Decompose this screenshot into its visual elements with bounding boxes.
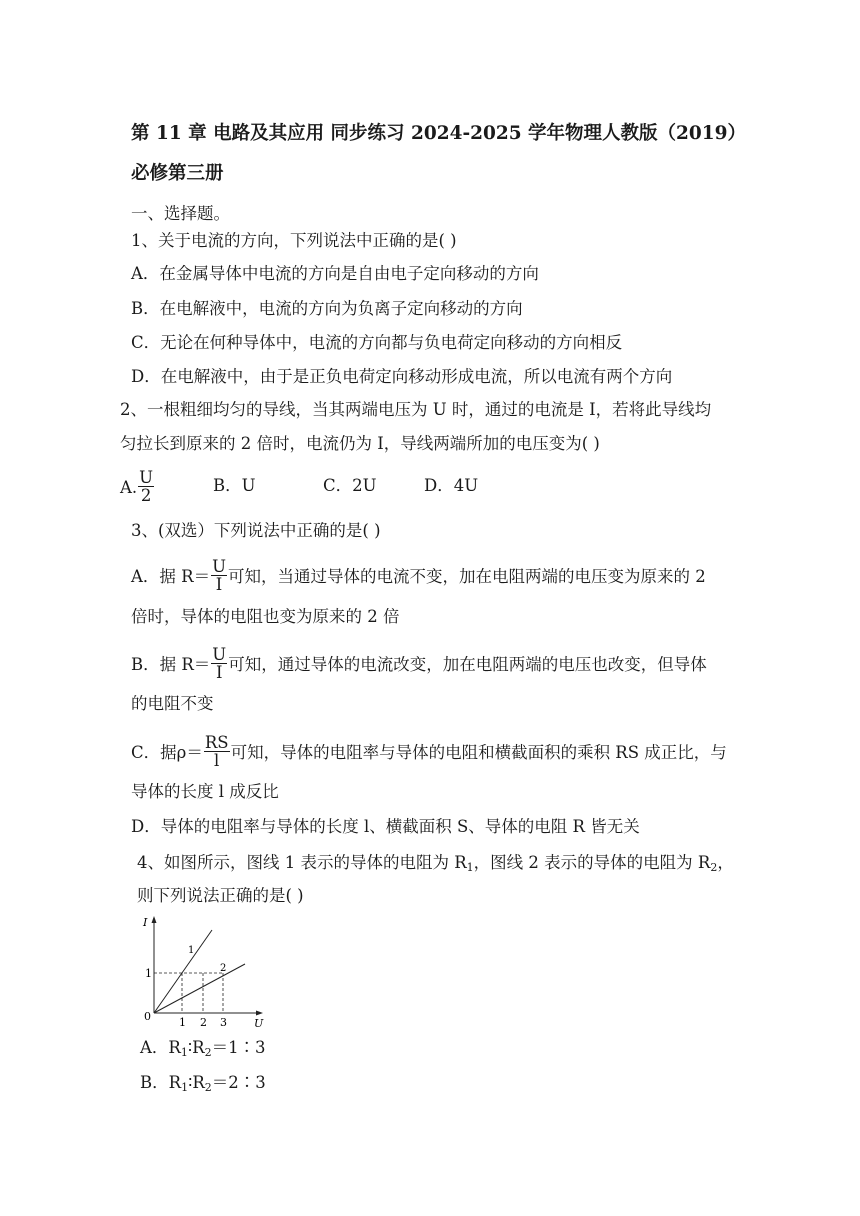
q2-stem-line-1: 2、一根粗细均匀的导线，当其两端电压为 U 时，通过的电流是 I，若将此导线均 [120, 400, 712, 419]
q1-option-a: A．在金属导体中电流的方向是自由电子定向移动的方向 [131, 264, 539, 283]
q3-option-a-line-2: 倍时，导体的电阻也变为原来的 2 倍 [131, 607, 400, 626]
line-2-label: 2 [220, 963, 227, 974]
y-axis-label: I [143, 916, 148, 929]
graph-line-2 [154, 964, 245, 1013]
fraction: $\frac{RS}{l}$ [204, 733, 229, 770]
title-line-1: 第 11 章 电路及其应用 同步练习 2024-2025 学年物理人教版（2019） [131, 123, 747, 144]
fraction: $\frac{U}{I}$ [212, 645, 227, 682]
line-1-label: 1 [188, 945, 195, 956]
q2-option-c: C．2U [323, 476, 377, 495]
q1-option-c: C．无论在何种导体中，电流的方向都与负电荷定向移动的方向相反 [131, 333, 623, 352]
title-line-2: 必修第三册 [131, 163, 224, 184]
q3-option-b-line-2: 的电阻不变 [131, 694, 214, 713]
q2-stem-line-2: 匀拉长到原来的 2 倍时，电流仍为 I，导线两端所加的电压变为( ) [120, 434, 600, 453]
q3-option-c-line-2: 导体的长度 l 成反比 [131, 782, 279, 801]
q4-option-a: A．$R_1∶R_2=1∶3$ [140, 1038, 266, 1059]
x-tick-1: 1 [179, 1016, 186, 1029]
q3-option-b: B．据 R＝ $\frac{U}{I}$ 可知，通过导体的电流改变，加在电阻两端的电压也改变，但导体 [131, 645, 707, 682]
q1-option-d: D．在电解液中，由于是正负电荷定向移动形成电流，所以电流有两个方向 [131, 367, 673, 386]
x-tick-2: 2 [200, 1016, 207, 1029]
q2-option-b: B．U [213, 476, 256, 495]
q3-option-c: C．据ρ＝ $\frac{RS}{l}$ 可知，导体的电阻率与导体的电阻和横截面积的乘积 RS 成正比，与 [131, 733, 727, 770]
q2-option-a: A. $\frac{U}{2}$ [120, 468, 154, 505]
section-heading: 一、选择题。 [131, 204, 230, 223]
fraction: $\frac{U}{I}$ [212, 557, 226, 594]
x-tick-3: 3 [220, 1016, 227, 1029]
origin-label: 0 [144, 1010, 151, 1023]
q2-option-d: D．4U [424, 476, 479, 495]
y-tick-1: 1 [145, 967, 152, 980]
q4-stem-line-2: 则下列说法正确的是( ) [137, 886, 304, 905]
iu-graph-figure [140, 913, 270, 1031]
q1-option-b: B．在电解液中，电流的方向为负离子定向移动的方向 [131, 299, 523, 318]
q3-stem: 3、(双选）下列说法中正确的是( ) [131, 521, 381, 540]
fraction: $\frac{U}{2}$ [139, 468, 154, 505]
x-axis-arrow [256, 1011, 263, 1016]
x-axis-label: U [254, 1017, 264, 1030]
q1-stem: 1、关于电流的方向，下列说法中正确的是( ) [131, 231, 457, 250]
y-axis-arrow [152, 916, 157, 923]
q4-stem-line-1: 4、如图所示，图线 1 表示的导体的电阻为 $R_1$，图线 2 表示的导体的电阻为 $R_2$， [137, 853, 734, 874]
q3-option-a: A．据 R＝ $\frac{U}{I}$ 可知，当通过导体的电流不变，加在电阻两端的电压变为原来的 2 [131, 557, 706, 594]
q4-option-b: B．$R_1∶R_2=2∶3$ [140, 1073, 266, 1094]
q3-option-d: D．导体的电阻率与导体的长度 l、横截面积 S、导体的电阻 R 皆无关 [131, 817, 640, 836]
